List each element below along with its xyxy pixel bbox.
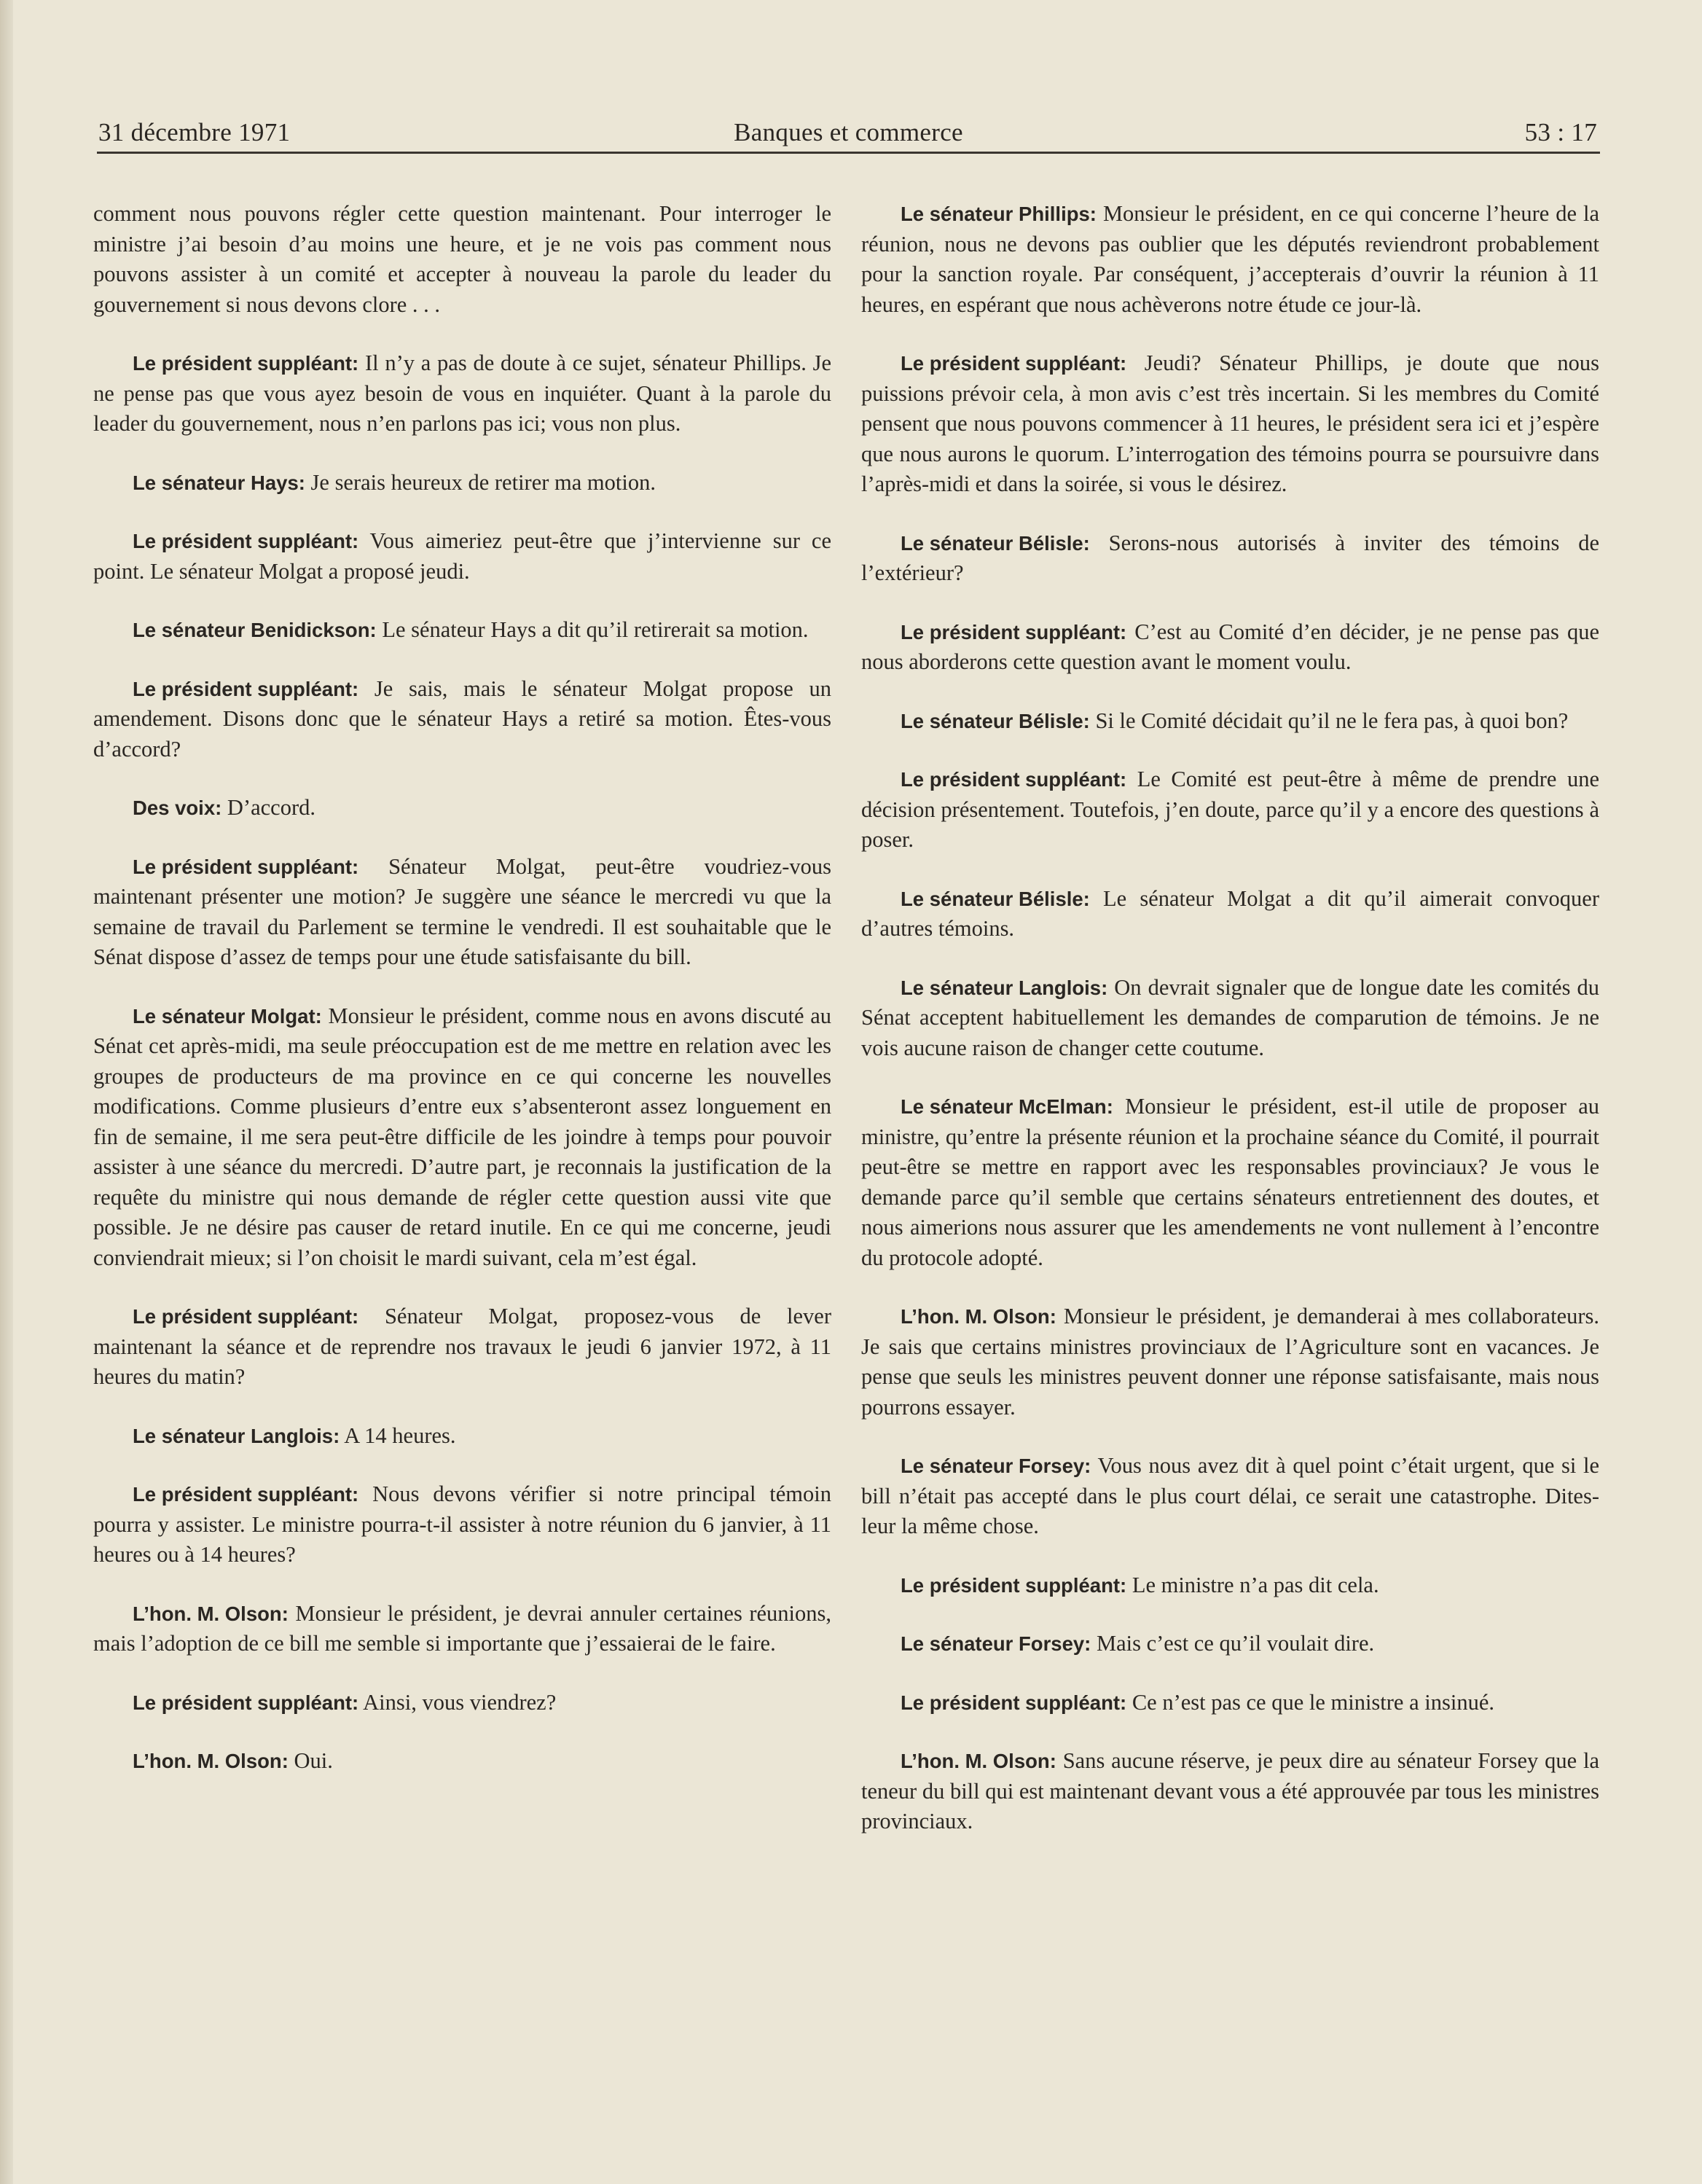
- speech-text: Le sénateur Molgat a dit qu’il aimerait convoquer d’autres témoins.: [861, 885, 1600, 941]
- speaker-name: L’hon. M. Olson:: [133, 1750, 289, 1772]
- speech-text: A 14 heures.: [344, 1422, 456, 1448]
- transcript-paragraph: [93, 852, 831, 973]
- speech-text: Je sais, mais le sénateur Molgat propose un amendement. Disons donc que le sénateur Hays a retiré sa motion. Êtes-vous d’accord?: [93, 676, 831, 762]
- speaker-name: Le sénateur Langlois:: [133, 1424, 340, 1447]
- speech-text: Jeudi? Sénateur Phillips, je doute que nous puissions prévoir cela, à mon avis c’est très incertain. Si les membres du Comité pensent que nous pouvons commencer à 11 heures, le président sera ici et j’espère que nous aurons le quorum. L’interrogation des témoins pourra se poursuivre dans l’après-midi et dans la soirée, si vous le désirez.: [861, 351, 1600, 496]
- transcript-paragraph: [93, 1001, 831, 1274]
- speech-text: D’accord.: [227, 795, 315, 820]
- header-title: Banques et commerce: [734, 118, 963, 146]
- transcript-paragraph: [861, 528, 1599, 589]
- transcript-paragraph: [861, 348, 1599, 500]
- speech-text: Ce n’est pas ce que le ministre a insinué.: [1132, 1689, 1494, 1715]
- header-date: 31 décembre 1971: [98, 118, 291, 146]
- speaker-name: Le président suppléant:: [133, 352, 359, 375]
- transcript-paragraph: [861, 1688, 1599, 1718]
- page-header: [97, 117, 1600, 154]
- speech-text: Le Comité est peut-être à même de prendre une décision présentement. Toutefois, j’en doute, parce qu’il y a encore des questions à poser.: [861, 767, 1600, 852]
- speaker-name: Le président suppléant:: [133, 530, 359, 552]
- speech-text: Vous nous avez dit à quel point c’était urgent, que si le bill n’était pas accepté dans le plus court délai, ce serait une catastrophe. Dites-leur la même chose.: [861, 1453, 1599, 1538]
- transcript-paragraph: [861, 764, 1599, 856]
- transcript-paragraph: [93, 526, 831, 587]
- transcript-paragraph: [93, 615, 831, 646]
- transcript-paragraph: [861, 1570, 1599, 1601]
- transcript-paragraph: [93, 1688, 831, 1718]
- speaker-name: Le président suppléant:: [901, 1573, 1127, 1597]
- speaker-name: Le sénateur Phillips:: [901, 203, 1097, 225]
- speaker-name: Le président suppléant:: [901, 1691, 1127, 1714]
- transcript-paragraph: [861, 617, 1599, 678]
- speech-text: Monsieur le président, comme nous en avons discuté au Sénat cet après-midi, ma seule préoccupation est de me mettre en relation avec les groupes de producteurs de ma province en ce qui concerne les nouvelles modifications. Comme plusieurs d’entre eux s’absenteront assez longuement en fin de semaine, il me sera peut-être difficile de les joindre à temps pour pouvoir assister à une séance du mercredi. D’autre part, je reconnais la justification de la requête du ministre qui nous demande de régler cette question aussi vite que possible. Je ne désire pas causer de retard inutile. En ce qui me concerne, jeudi conviendrait mieux; si l’on choisit le mardi suivant, cela m’est égal.: [93, 1003, 832, 1270]
- transcript-paragraph: [93, 793, 831, 823]
- left-column: [93, 199, 831, 1805]
- transcript-paragraph: [861, 1746, 1599, 1837]
- speaker-name: Le sénateur McElman:: [901, 1095, 1113, 1118]
- transcript-paragraph: [861, 199, 1599, 320]
- transcript-paragraph: [861, 1629, 1599, 1659]
- transcript-paragraph: [93, 348, 831, 439]
- transcript-paragraph: [93, 1479, 831, 1570]
- speech-text: Sans aucune réserve, je peux dire au sénateur Forsey que la teneur du bill qui est maintenant devant vous a été approuvée par tous les ministres provinciaux.: [861, 1748, 1600, 1833]
- transcript-paragraph: [93, 1599, 831, 1659]
- transcript-paragraph: [93, 1746, 831, 1777]
- speech-text: On devrait signaler que de longue date les comités du Sénat acceptent habituellement les demandes de comparution de témoins. Je ne vois aucune raison de changer cette coutume.: [861, 974, 1600, 1060]
- speaker-name: Le sénateur Benidickson:: [133, 619, 377, 641]
- speaker-name: L’hon. M. Olson:: [133, 1602, 289, 1625]
- speech-text: Sénateur Molgat, proposez-vous de lever maintenant la séance et de reprendre nos travaux le jeudi 6 janvier 1972, à 11 heures du matin?: [93, 1304, 831, 1389]
- speaker-name: Le sénateur Bélisle:: [901, 887, 1090, 910]
- speaker-name: Le président suppléant:: [133, 1305, 359, 1328]
- speaker-name: Le sénateur Bélisle:: [901, 709, 1090, 732]
- transcript-paragraph: [861, 884, 1599, 944]
- transcript-paragraph: [93, 1302, 831, 1393]
- transcript-paragraph: [861, 706, 1599, 737]
- speaker-name: Le sénateur Hays:: [133, 471, 305, 494]
- transcript-paragraph: [861, 973, 1599, 1064]
- speaker-name: Le président suppléant:: [133, 1691, 359, 1714]
- transcript-paragraph: [93, 674, 831, 765]
- speaker-name: Des voix:: [133, 797, 222, 819]
- speech-text: Serons-nous autorisés à inviter des témoins de l’extérieur?: [861, 530, 1599, 585]
- right-column: [861, 199, 1599, 1866]
- transcript-paragraph: [861, 1302, 1599, 1422]
- speech-text: Si le Comité décidait qu’il ne le fera pas, à quoi bon?: [1095, 708, 1569, 733]
- transcript-paragraph: [861, 1451, 1599, 1542]
- speech-text: Oui.: [294, 1748, 333, 1773]
- transcript-paragraph: [93, 199, 831, 320]
- speech-text: Monsieur le président, je devrai annuler certaines réunions, mais l’adoption de ce bill me semble si importante que j’essaierai de le faire.: [93, 1600, 831, 1656]
- transcript-paragraph: [93, 468, 831, 498]
- header-page-number: 53 : 17: [1524, 118, 1597, 146]
- transcript-paragraph: [93, 1421, 831, 1452]
- speaker-name: Le sénateur Bélisle:: [901, 531, 1090, 555]
- speech-text: Il n’y a pas de doute à ce sujet, sénateur Phillips. Je ne pense pas que vous ayez besoin de vous en inquiéter. Quant à la parole du leader du gouvernement, nous n’en parlons pas ici; vous non plus.: [93, 351, 832, 436]
- speaker-name: Le président suppléant:: [901, 352, 1127, 375]
- speech-text: C’est au Comité d’en décider, je ne pense pas que nous aborderons cette question avant le moment voulu.: [861, 619, 1600, 674]
- speaker-name: L’hon. M. Olson:: [901, 1305, 1056, 1328]
- speech-text: Monsieur le président, je demanderai à mes collaborateurs. Je sais que certains ministres provinciaux de l’Agriculture sont en vacances. Je pense que seuls les ministres peuvent donner une réponse satisfaisante, mais nous pourrons essayer.: [861, 1304, 1600, 1420]
- speech-text: Monsieur le président, en ce qui concerne l’heure de la réunion, nous ne devons pas oublier que les députés reviendront probablement pour la sanction royale. Par conséquent, j’accepterais d’ouvrir la réunion à 11 heures, en espérant que nous achèverons notre étude ce jour-là.: [861, 201, 1599, 317]
- speaker-name: Le président suppléant:: [133, 855, 359, 878]
- speaker-name: Le président suppléant:: [901, 620, 1127, 643]
- speaker-name: Le sénateur Forsey:: [901, 1455, 1091, 1477]
- speaker-name: Le président suppléant:: [133, 1483, 359, 1506]
- speech-text: Le sénateur Hays a dit qu’il retirerait sa motion.: [382, 617, 809, 642]
- speech-text: Je serais heureux de retirer ma motion.: [310, 469, 656, 495]
- speech-text: comment nous pouvons régler cette question maintenant. Pour interroger le ministre j’ai besoin d’au moins une heure, et je ne vois pas comment nous pouvons assister à un comité et accepter à nouveau la parole du leader du gouvernement si nous devons clore . . .: [93, 201, 831, 317]
- speech-text: Le ministre n’a pas dit cela.: [1132, 1572, 1379, 1597]
- speech-text: Ainsi, vous viendrez?: [363, 1689, 557, 1715]
- speech-text: Monsieur le président, est-il utile de proposer au ministre, qu’entre la présente réunion et la prochaine séance du Comité, il pourrait peut-être se mettre en rapport avec les responsables provinciaux? Je vous le demande parce qu’il semble que certains sénateurs entretiennent des doutes, et nous aimerions nous assurer que les amendements ne vont nullement à l’encontre du protocole adopté.: [861, 1094, 1599, 1270]
- speaker-name: Le sénateur Forsey:: [901, 1632, 1091, 1655]
- speaker-name: Le président suppléant:: [133, 677, 359, 700]
- speech-text: Sénateur Molgat, peut-être voudriez-vous maintenant présenter une motion? Je suggère une séance le mercredi vu que la semaine de travail du Parlement se termine le vendredi. Il est souhaitable que le Sénat dispose d’assez de temps pour une étude satisfaisante du bill.: [93, 853, 832, 969]
- speaker-name: L’hon. M. Olson:: [901, 1750, 1056, 1772]
- speech-text: Vous aimeriez peut-être que j’intervienne sur ce point. Le sénateur Molgat a proposé jeudi.: [93, 528, 831, 584]
- transcript-paragraph: [861, 1092, 1599, 1273]
- speech-text: Nous devons vérifier si notre principal témoin pourra y assister. Le ministre pourra-t-il assister à notre réunion du 6 janvier, à 11 heures ou à 14 heures?: [93, 1482, 832, 1567]
- speaker-name: Le sénateur Molgat:: [133, 1004, 322, 1028]
- speaker-name: Le sénateur Langlois:: [901, 976, 1108, 999]
- speaker-name: Le président suppléant:: [901, 768, 1127, 791]
- speech-text: Mais c’est ce qu’il voulait dire.: [1096, 1631, 1375, 1656]
- page-binding-edge: [0, 0, 13, 2184]
